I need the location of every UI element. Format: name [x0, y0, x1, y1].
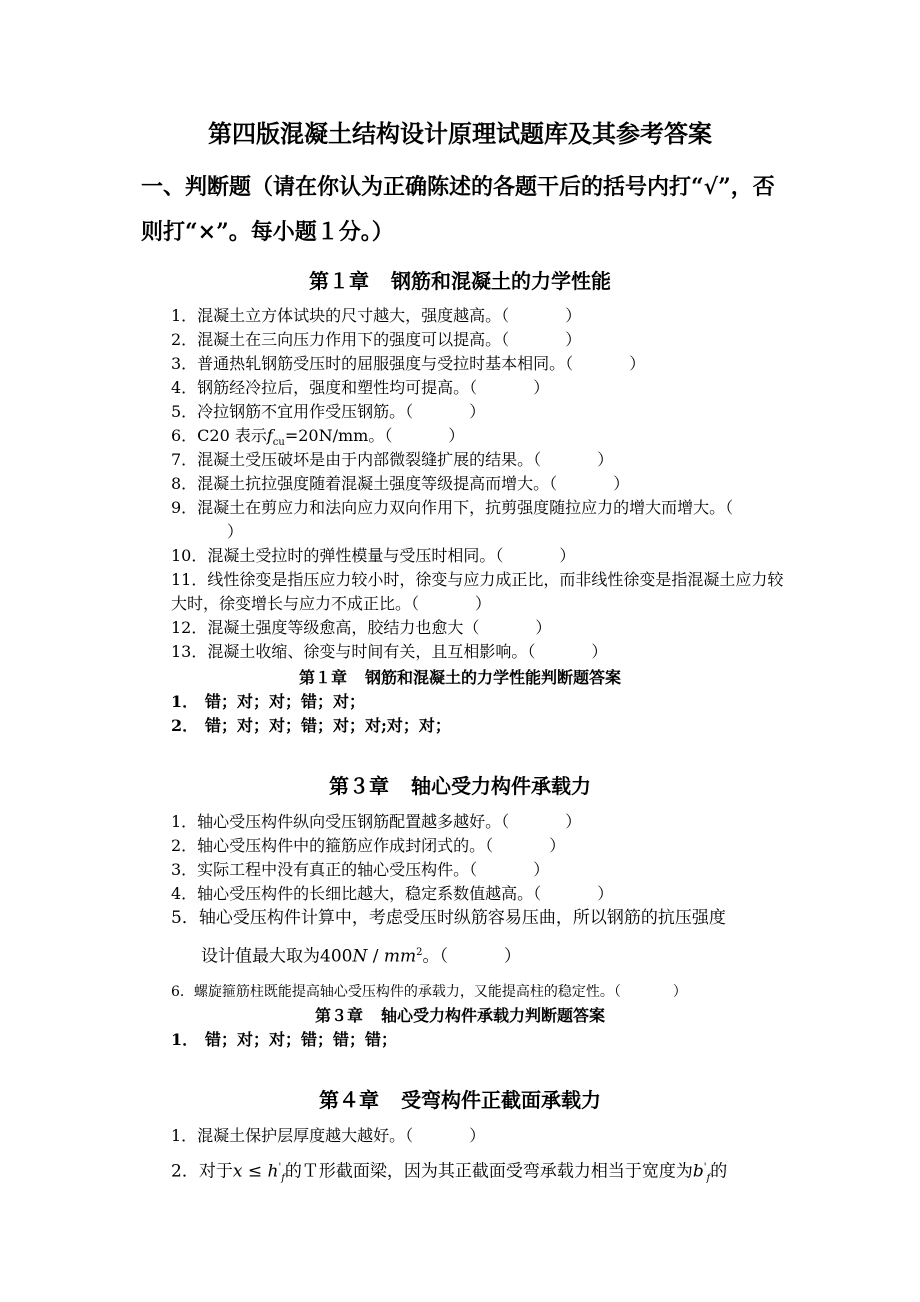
- ch3-answers-heading: 第３章 轴心受力构件承载力判断题答案: [314, 1006, 606, 1025]
- ch1-question-5: 5．冷拉钢筋不宜用作受压钢筋。（ ）: [171, 402, 486, 421]
- ch1-question-4: 4．钢筋经冷拉后，强度和塑性均可提高。（ ）: [171, 378, 550, 397]
- chapter-3-heading: [0, 771, 920, 801]
- ch3-question-6: 6．螺旋箍筋柱既能提高轴心受压构件的承载力，又能提高柱的稳定性。（ ）: [171, 984, 687, 1000]
- ch4-question-1: 1．混凝土保护层厚度越大越好。（ ）: [171, 1126, 486, 1145]
- ch1-question-1: 1．混凝土立方体试块的尺寸越大，强度越高。（ ）: [171, 306, 582, 325]
- ch3-question-5: 5．轴心受压构件计算中，考虑受压时纵筋容易压曲，所以钢筋的抗压强度: [171, 908, 726, 928]
- chapter-3-number: 第３章: [329, 774, 389, 798]
- section-heading-line-1: 一、判断题（请在你认为正确陈述的各题干后的括号内打“√”，否: [141, 174, 775, 200]
- ch1-answer-row-2: 2． 错；对；对；错；对；对;对；对；: [171, 716, 451, 735]
- chapter-1-number: 第１章: [309, 269, 369, 293]
- ch1-answer-row-1: 1． 错；对；对；错；对；: [171, 692, 366, 711]
- ch1-question-6: 6．C20 表示$f_{cu}=20N/mm$。（ ）: [171, 426, 465, 449]
- ch1-question-2: 2．混凝土在三向压力作用下的强度可以提高。（ ）: [171, 330, 582, 349]
- ch3-question-5-line-2: 设计值最大取为$400N / mm^2$。（ ）: [201, 946, 521, 967]
- ch4-question-2: 2．对于$x \le h'_f$的Ｔ形截面梁，因为其正截面受弯承载力相当于宽度为$b'_f$的: [171, 1161, 728, 1185]
- chapter-1-title: 钢筋和混凝土的力学性能: [391, 269, 611, 293]
- ch1-answers-heading: 第１章 钢筋和混凝土的力学性能判断题答案: [298, 668, 622, 687]
- chapter-3-title: 轴心受力构件承载力: [411, 774, 591, 798]
- chapter-4-number: 第４章: [319, 1088, 379, 1112]
- ch1-question-10: 10．混凝土受拉时的弹性模量与受压时相同。（ ）: [171, 546, 576, 565]
- ch1-question-12: 12．混凝土强度等级愈高，胶结力也愈大（ ）: [171, 618, 552, 637]
- ch3-question-2: 2．轴心受压构件中的箍筋应作成封闭式的。（ ）: [171, 836, 566, 855]
- ch1-question-8: 8．混凝土抗拉强度随着混凝土强度等级提高而增大。（ ）: [171, 474, 630, 493]
- ch3-question-1: 1．轴心受压构件纵向受压钢筋配置越多越好。（ ）: [171, 812, 582, 831]
- ch1-question-3: 3．普通热轧钢筋受压时的屈服强度与受拉时基本相同。（ ）: [171, 354, 646, 373]
- chapter-4-title: 受弯构件正截面承载力: [401, 1088, 601, 1112]
- ch1-question-7: 7．混凝土受压破坏是由于内部微裂缝扩展的结果。（ ）: [171, 450, 614, 469]
- chapter-4-heading: [0, 1085, 920, 1115]
- ch1-question-13: 13．混凝土收缩、徐变与时间有关，且互相影响。（ ）: [171, 642, 608, 661]
- ch3-question-4: 4．轴心受压构件的长细比越大，稳定系数值越高。（ ）: [171, 884, 614, 903]
- ch3-answer-row-1: 1． 错；对；对；错；错；错；: [171, 1030, 398, 1049]
- chapter-1-heading: [0, 266, 920, 296]
- document-title: 第四版混凝土结构设计原理试题库及其参考答案: [208, 119, 712, 148]
- section-heading-line-2: 则打“×”。每小题１分。）: [141, 219, 394, 245]
- ch1-question-9: 9．混凝土在剪应力和法向应力双向作用下，抗剪强度随拉应力的增大而增大。（）: [171, 498, 734, 541]
- formula-f-symbol: f: [266, 426, 273, 445]
- ch1-question-11: 11．线性徐变是指压应力较小时，徐变与应力成正比，而非线性徐变是指混凝土应力较大时，徐变增长与应力不成正比。（ ）: [171, 570, 784, 613]
- ch3-question-3: 3．实际工程中没有真正的轴心受压构件。（ ）: [171, 860, 550, 879]
